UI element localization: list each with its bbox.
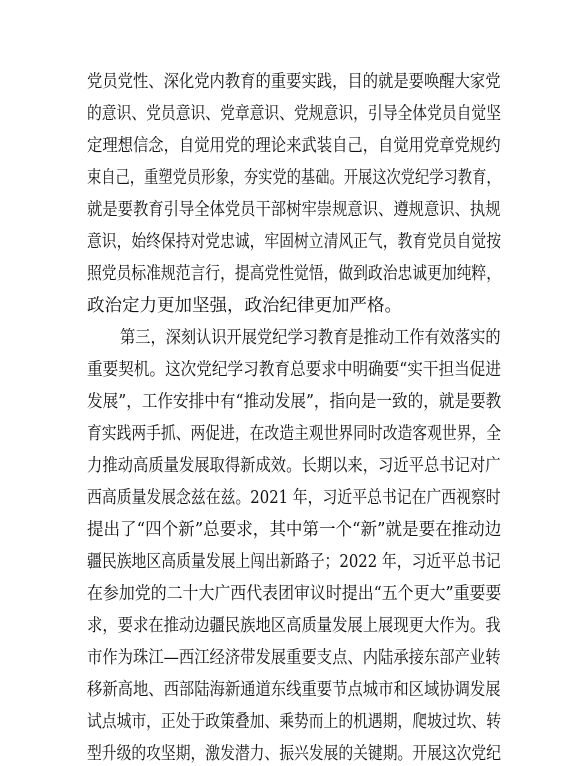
text-line: 求，要求在推动边疆民族地区高质量发展上展现更大作为。我	[87, 616, 501, 636]
text-line: 政治定力更加坚强，政治纪律更加严格。	[87, 296, 402, 316]
text-line: 意识，始终保持对党忠诚，牢固树立清风正气，教育党员自觉按	[87, 232, 501, 252]
text-line: 的意识、党员意识、党章意识、党规意识，引导全体党员自觉坚	[87, 104, 501, 124]
text-line: 力推动高质量发展取得新成效。长期以来，习近平总书记对广	[87, 456, 501, 476]
text-line: 疆民族地区高质量发展上闯出新路子；2022 年，习近平总书记	[87, 552, 501, 572]
text-line: 定理想信念，自觉用党的理论来武装自己，自觉用党章党规约	[87, 136, 501, 156]
text-line: 就是要教育引导全体党员干部树牢崇规意识、遵规意识、执规	[87, 200, 501, 220]
text-line: 发展”，工作安排中有“推动发展”，指向是一致的，就是要教	[87, 392, 502, 412]
text-line: 试点城市，正处于政策叠加、乘势而上的机遇期，爬坡过坎、转	[87, 712, 501, 732]
text-line: 提出了“四个新”总要求，其中第一个“新”就是要在推动边	[87, 520, 502, 540]
paragraph-first-line: 第三，深刻认识开展党纪学习教育是推动工作有效落实的	[120, 328, 501, 348]
text-line: 照党员标准规范言行，提高党性觉悟，做到政治忠诚更加纯粹，	[87, 264, 501, 284]
text-line: 重要契机。这次党纪学习教育总要求中明确要“实干担当促进	[87, 360, 501, 380]
text-line: 在参加党的二十大广西代表团审议时提出“五个更大”重要要	[87, 584, 502, 604]
text-line: 移新高地、西部陆海新通道东线重要节点城市和区域协调发展	[87, 680, 501, 700]
text-line: 西高质量发展念兹在兹。2021 年，习近平总书记在广西视察时	[87, 488, 501, 508]
text-line: 党员党性、深化党内教育的重要实践，目的就是要唤醒大家党	[87, 72, 501, 92]
text-line: 育实践两手抓、两促进，在改造主观世界同时改造客观世界，全	[87, 424, 501, 444]
text-line: 型升级的攻坚期，激发潜力、振兴发展的关键期。开展这次党纪	[87, 744, 501, 764]
text-line: 束自己，重塑党员形象，夯实党的基础。开展这次党纪学习教育，	[87, 168, 501, 188]
text-line: 市作为珠江—西江经济带发展重要支点、内陆承接东部产业转	[87, 648, 501, 668]
